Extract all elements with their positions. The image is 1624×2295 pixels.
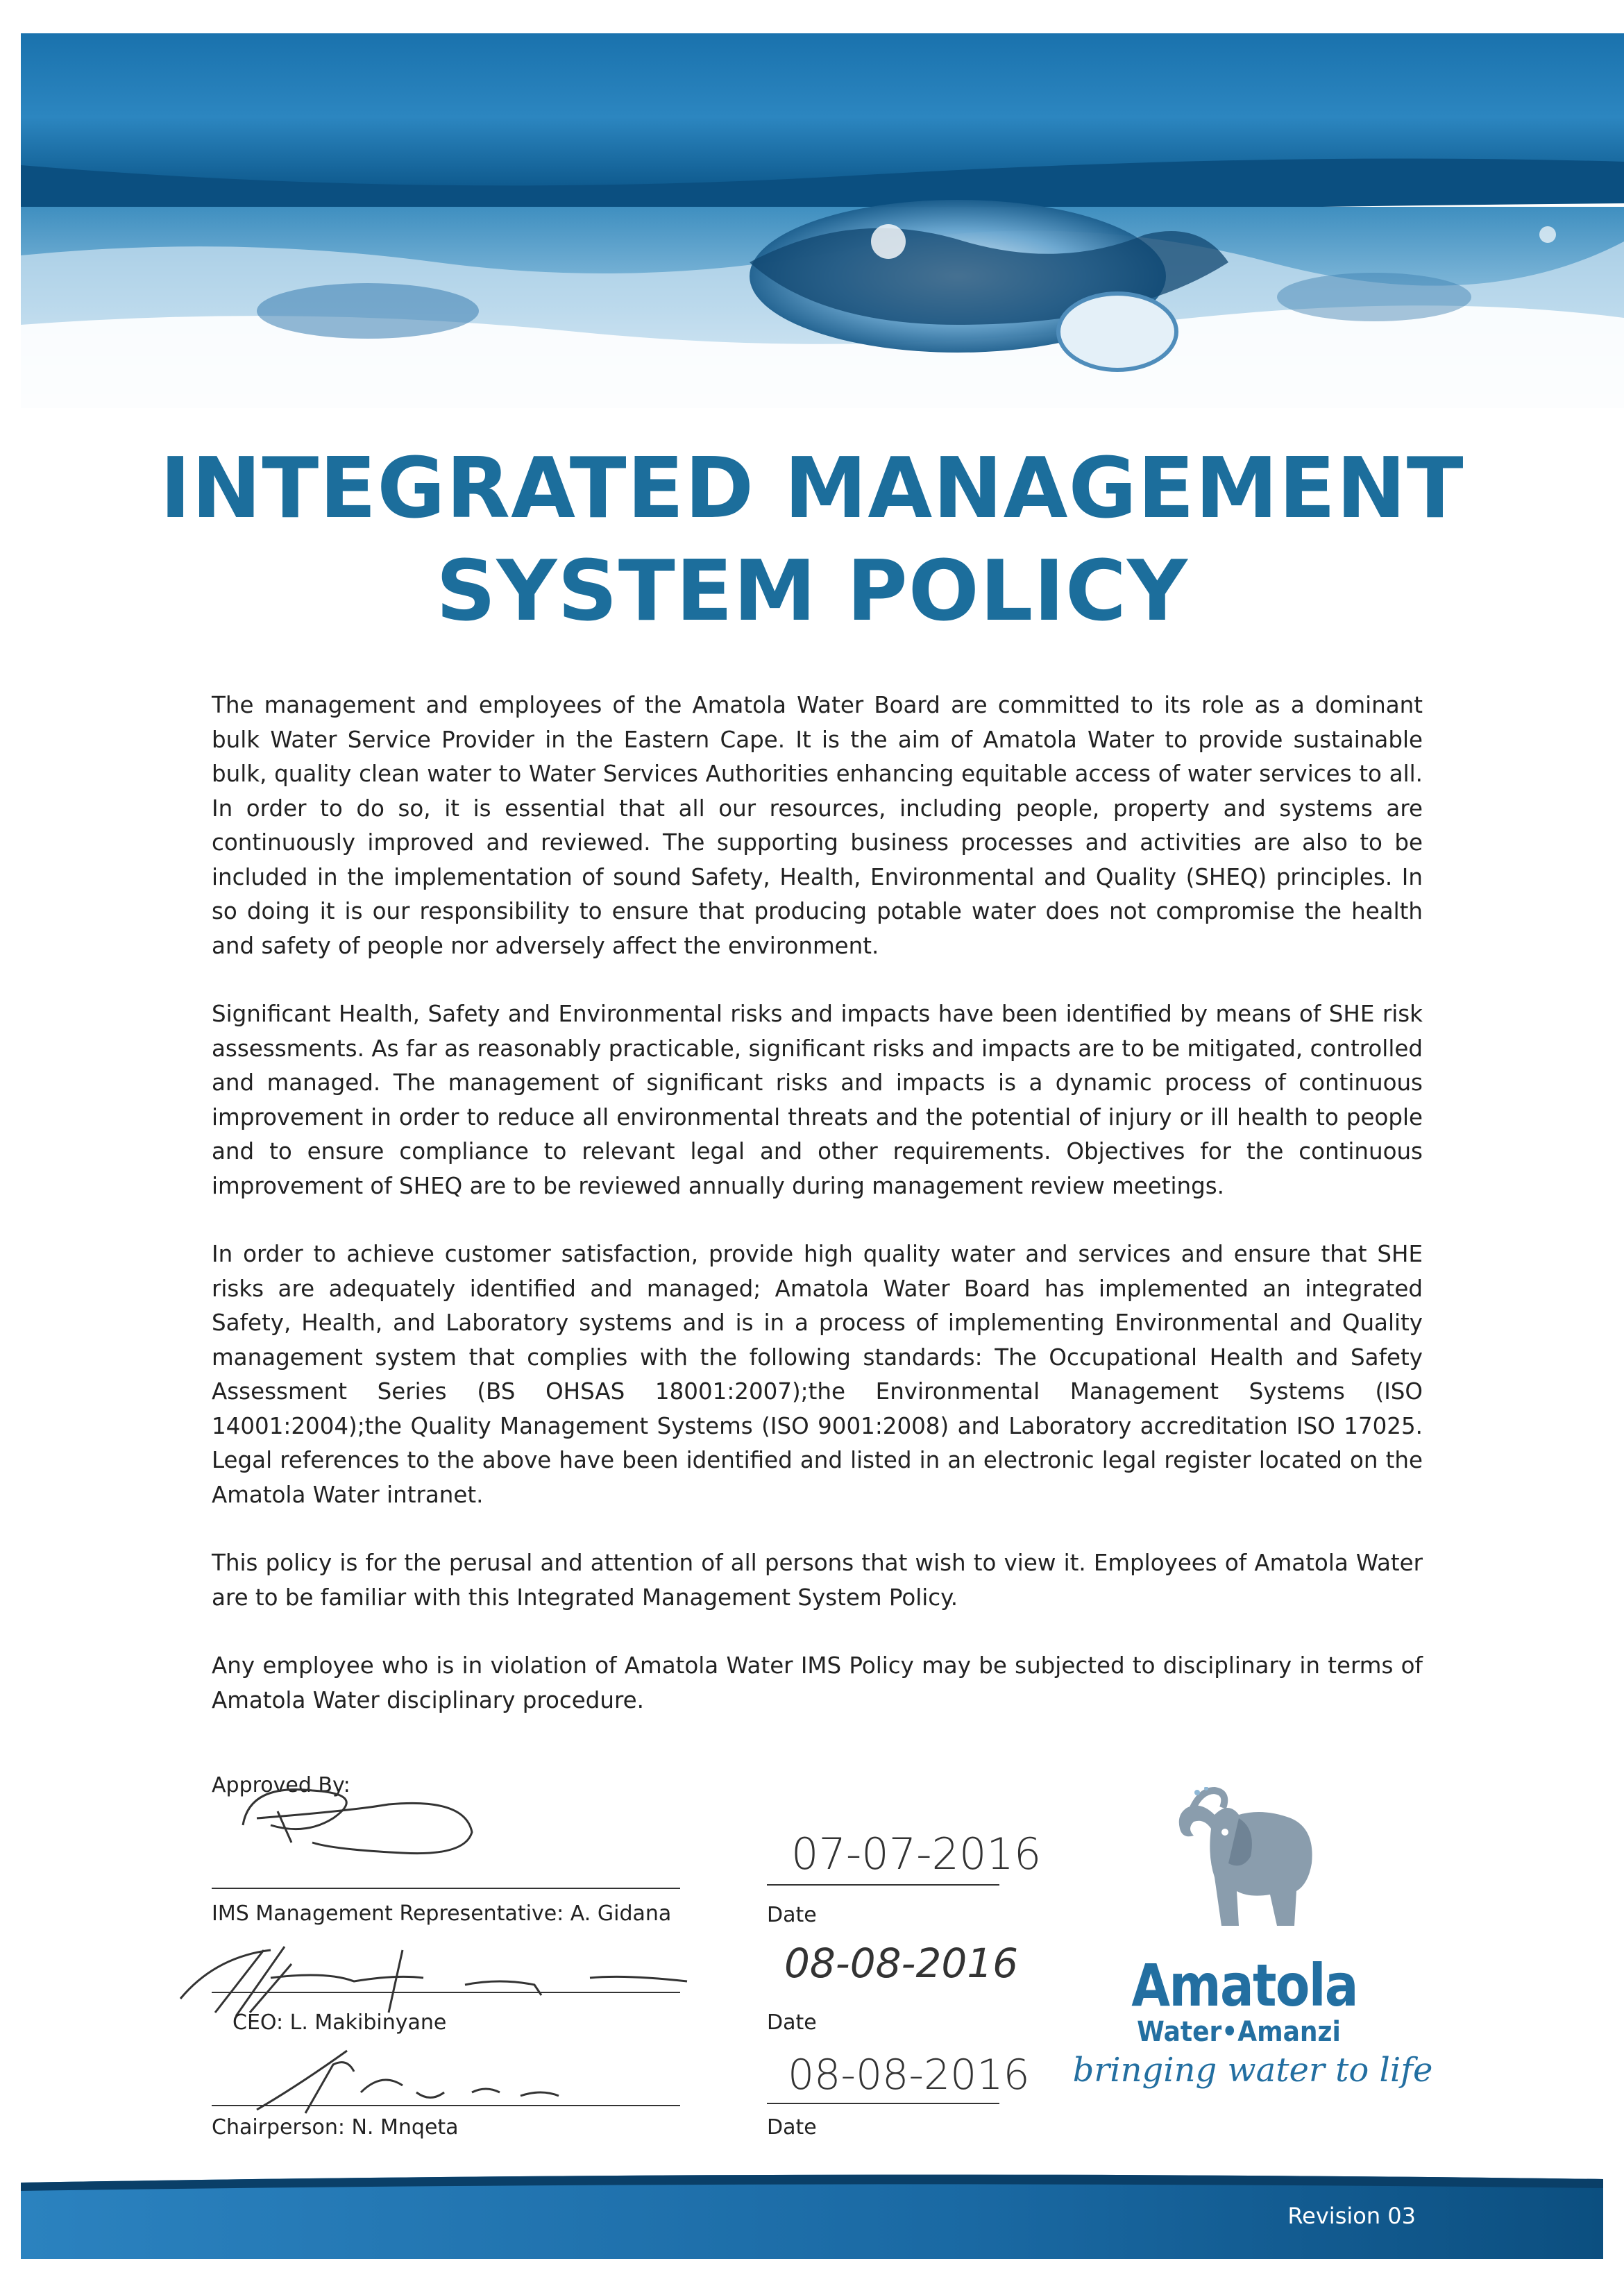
paragraph: Any employee who is in violation of Amatola Water IMS Policy may be subjected to disciplinary in terms of Amatola Water disciplinary procedure. — [212, 1652, 1423, 1713]
elephant-icon — [1173, 1787, 1333, 1933]
brand-slogan: bringing water to life — [1072, 2051, 1433, 2090]
date-line — [767, 1884, 999, 1886]
date-line — [767, 2103, 999, 2104]
document-title-line1: INTEGRATED MANAGEMENT — [160, 441, 1464, 537]
signature-line — [212, 2105, 680, 2106]
signature-line — [212, 1992, 680, 1993]
header-banner — [21, 33, 1624, 408]
signature-chairperson — [243, 2044, 562, 2120]
signature-line — [212, 1888, 680, 1889]
chairperson-label: Chairperson: N. Mnqeta — [212, 2115, 459, 2140]
revision-label: Revision 03 — [1287, 2203, 1416, 2229]
paragraph: Significant Health, Safety and Environmental risks and impacts have been identified by means of SHE risk assessments. As far as reasonably practicable, significant risks and impacts are to be mitigated, controlled and managed. The management of significant risks and impacts is a dynamic process of continuous improvement in order to reduce all environmental threats and the potential of injury or ill health to people and to ensure compliance to relevant legal and other requirements. Objectives for the continuous improvement of SHEQ are to be reviewed annually during management review meetings. — [212, 1001, 1423, 1199]
date-value: 08-08-2016 — [788, 2051, 1030, 2099]
ims-representative-label: IMS Management Representative: A. Gidana — [212, 1902, 672, 1926]
paragraph: In order to achieve customer satisfaction, provide high quality water and services and ensure that SHE risks are adequately identified and managed; Amatola Water Board has implemented an integrated Safety, Health, and Laboratory systems and is in a process of implementing Environmental and Quality management system that complies with the following standards: The Occupational Health and Safety Assessment Series (BS OHSAS 18001:2007);the Environmental Management Systems (ISO 14001:2004);the Quality Management Systems (ISO 9001:2008) and Laboratory accreditation ISO 17025. Legal references to the above have been identified and listed in an electronic legal register located on the Amatola Water intranet. — [212, 1241, 1423, 1508]
date-value: 07-07-2016 — [791, 1829, 1042, 1879]
paragraph: The management and employees of the Amatola Water Board are committed to its role as a dominant bulk Water Service Provider in the Eastern Cape. It is the aim of Amatola Water to provide sustainable bulk, quality clean water to Water Services Authorities enhancing equitable access of water services to all. In order to do so, it is essential that all our resources, including people, property and systems are continuously improved and reviewed. The supporting business processes and activities are also to be included in the implementation of sound Safety, Health, Environmental and Quality (SHEQ) principles. In so doing it is our responsibility to ensure that producing potable water does not compromise the health and safety of people nor adversely affect the environment. — [212, 692, 1423, 959]
ceo-label: CEO: L. Makibinyane — [232, 2010, 447, 2035]
brand-subtitle: Water•Amanzi — [1137, 2016, 1341, 2048]
date-label: Date — [767, 2010, 817, 2035]
date-label: Date — [767, 2115, 817, 2140]
water-splash-image — [21, 33, 1624, 408]
approved-by-label: Approved By: — [212, 1773, 350, 1797]
brand-wordmark: Amatola — [1131, 1951, 1357, 2019]
date-label: Date — [767, 1903, 817, 1927]
paragraph: This policy is for the perusal and attention of all persons that wish to view it. Employees of Amatola Water are to be familiar with this Integrated Management System Policy. — [212, 1550, 1423, 1611]
signature-ims-representative — [229, 1777, 479, 1860]
date-value: 08-08-2016 — [784, 1940, 1019, 1987]
document-title-line2: SYSTEM POLICY — [436, 543, 1188, 640]
policy-body — [212, 688, 1423, 1752]
